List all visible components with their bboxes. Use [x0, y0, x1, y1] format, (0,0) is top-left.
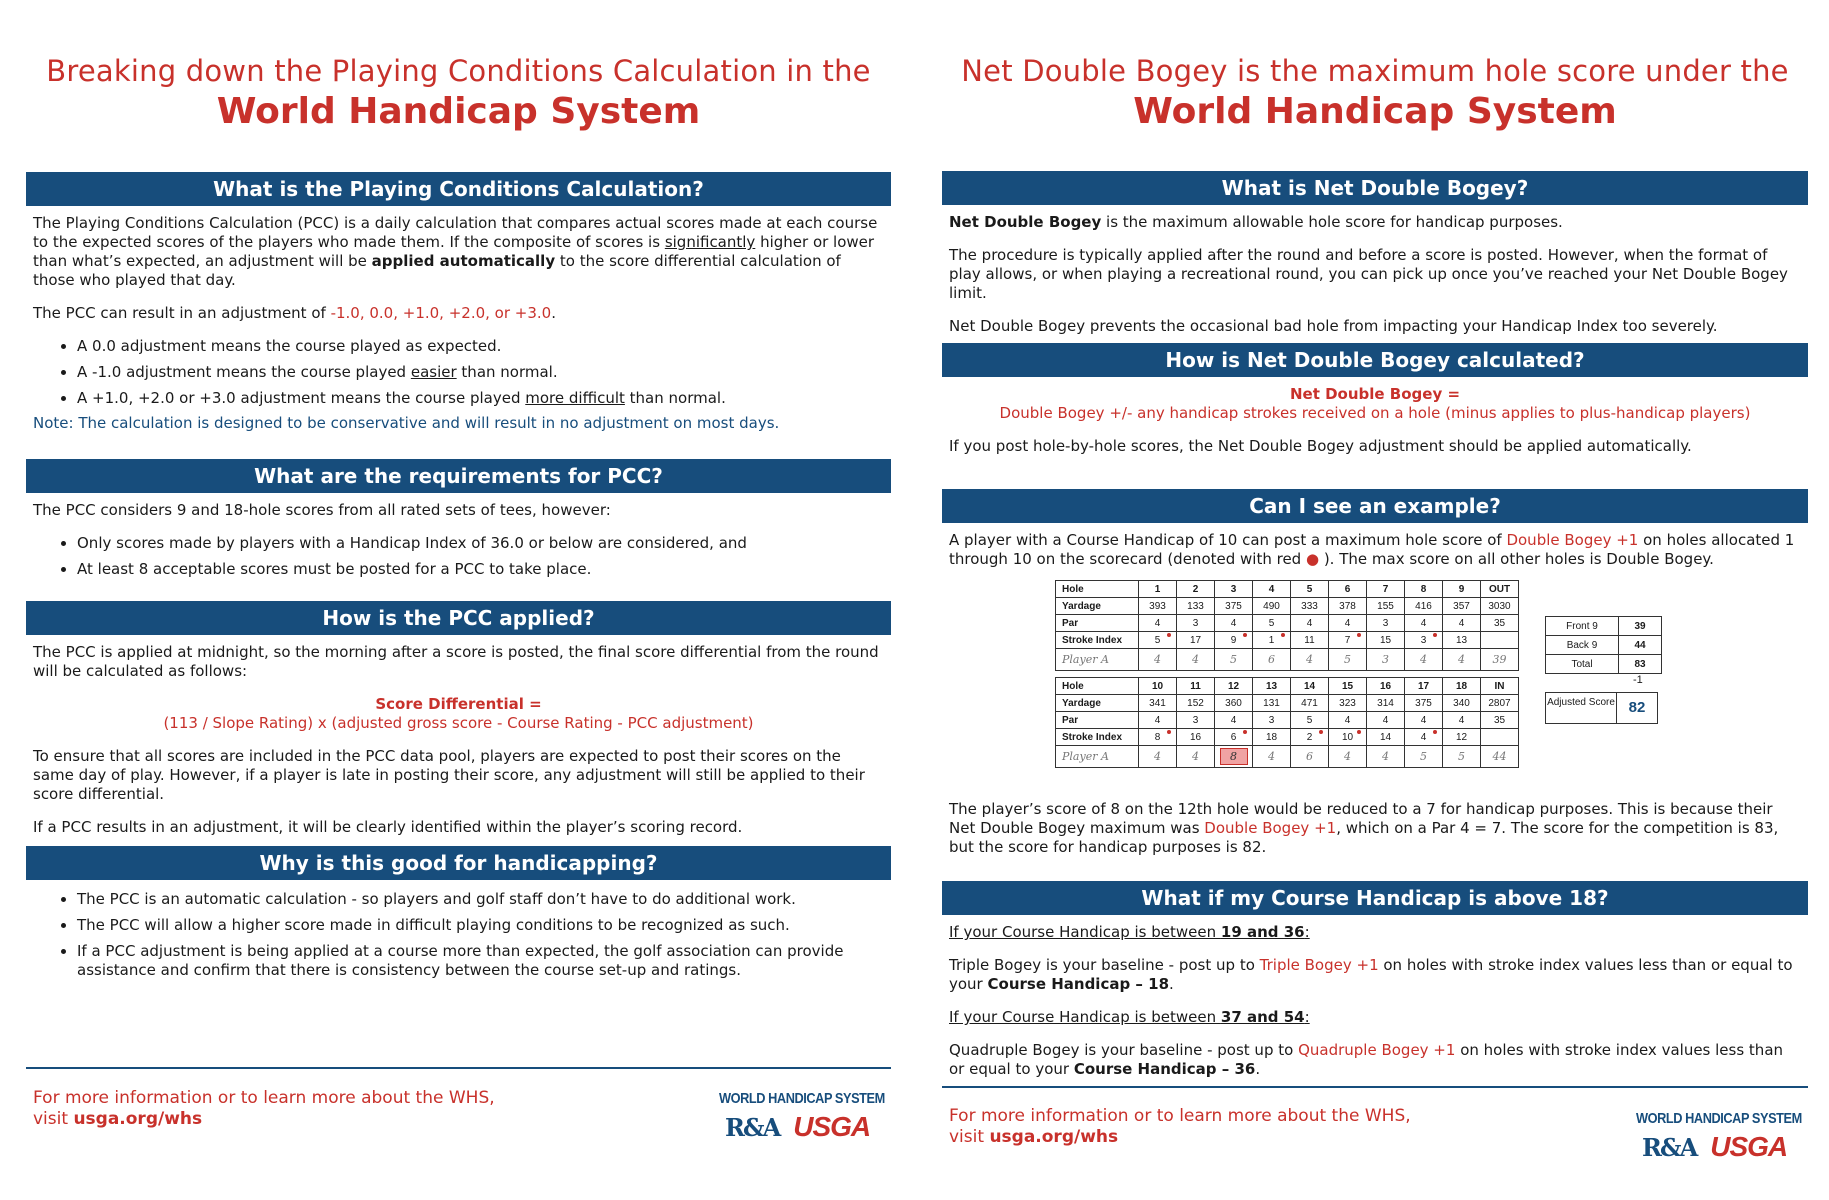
left-title-line1: Breaking down the Playing Conditions Calculation in the: [46, 54, 871, 88]
table-row: Total 83: [1546, 655, 1662, 674]
pcc-applied-section: [26, 601, 891, 851]
list-item: • The PCC will allow a higher score made in difficult playing conditions to be recognized as such.: [77, 916, 884, 935]
adjusted-score-label: Adjusted Score: [1546, 693, 1617, 723]
paragraph: Net Double Bogey is the maximum allowable hole score for handicap purposes.: [949, 213, 1563, 231]
above-18-section: [942, 881, 1808, 1093]
section-heading: What is Net Double Bogey?: [942, 171, 1808, 205]
stroke-dot-icon: [1243, 730, 1247, 734]
table-row: Stroke Index 8 16 6 18 2 10 14 4 12: [1056, 729, 1519, 746]
stroke-dot-icon: [1167, 730, 1171, 734]
stroke-dot-icon: [1357, 730, 1361, 734]
stroke-dot-icon: [1357, 633, 1361, 637]
section-heading: What if my Course Handicap is above 18?: [942, 881, 1808, 915]
stroke-dot-icon: [1281, 633, 1285, 637]
list-item: • A -1.0 adjustment means the course played easier than normal.: [77, 363, 884, 382]
requirements-list: [33, 534, 884, 579]
minus-one-label: -1: [1633, 674, 1643, 686]
right-panel: [942, 0, 1808, 1200]
back-nine-table: [1055, 677, 1519, 768]
table-row: Yardage 341 152 360 131 471 323 314 375 340 2807: [1056, 695, 1519, 712]
note-text: Note: The calculation is designed to be conservative and will result in no adjustment on most days.: [33, 414, 780, 432]
section-body: [26, 493, 891, 579]
paragraph: If you post hole-by-hole scores, the Net Double Bogey adjustment should be applied automatically.: [949, 437, 1692, 455]
paragraph: The PCC considers 9 and 18-hole scores from all rated sets of tees, however:: [33, 501, 611, 519]
section-body: [942, 523, 1808, 569]
pcc-adjustment-range: The PCC can result in an adjustment of -1.0, 0.0, +1.0, +2.0, or +3.0.: [33, 304, 556, 322]
paragraph: If a PCC results in an adjustment, it will be clearly identified within the player’s scoring record.: [33, 818, 743, 836]
section-body: [26, 880, 891, 980]
usga-link[interactable]: usga.org/whs: [989, 1127, 1119, 1147]
why-good-section: [26, 846, 891, 988]
right-title-line1: Net Double Bogey is the maximum hole score under the: [961, 54, 1789, 88]
paragraph: The procedure is typically applied after the round and before a score is posted. However, when the format of play allows, or when playing a recreational round, you can pick up once you’ve reached your Net Double Bogey limit.: [949, 246, 1788, 302]
footer-info: For more information or to learn more about the WHS, visit usga.org/whs: [33, 1088, 495, 1129]
section-heading: Why is this good for handicapping?: [26, 846, 891, 880]
stroke-dot-icon: [1433, 730, 1437, 734]
table-row: Player A 4 4 8 4 6 4 4 5 5 44: [1056, 746, 1519, 768]
pcc-definition-section: [26, 172, 891, 433]
section-body: [942, 205, 1808, 336]
table-row: Front 9 39: [1546, 617, 1662, 636]
section-body: [942, 915, 1808, 1079]
table-row: Hole 10 11 12 13 14 15 16 17 18 IN: [1056, 678, 1519, 695]
paragraph: Net Double Bogey prevents the occasional bad hole from impacting your Handicap Index too severely.: [949, 317, 1718, 335]
section-heading: How is the PCC applied?: [26, 601, 891, 635]
score-differential-formula: Score Differential = (113 / Slope Rating) x (adjusted gross score - Course Rating - PCC adjustment): [163, 695, 754, 732]
table-row: Player A 4 4 5 6 4 5 3 4 4 39: [1056, 649, 1519, 671]
section-heading: Can I see an example?: [942, 489, 1808, 523]
list-item: • A +1.0, +2.0 or +3.0 adjustment means the course played more difficult than normal.: [77, 389, 884, 408]
section-body: [942, 377, 1808, 456]
section-heading: How is Net Double Bogey calculated?: [942, 343, 1808, 377]
footer-info: For more information or to learn more about the WHS, visit usga.org/whs: [949, 1106, 1411, 1147]
scorecard: [1055, 580, 1526, 768]
front-nine-table: [1055, 580, 1519, 671]
paragraph: Quadruple Bogey is your baseline - post up to Quadruple Bogey +1 on holes with stroke index values less than or equal to your Course Handicap – 36.: [949, 1041, 1784, 1078]
left-panel: [26, 0, 891, 1200]
list-item: • The PCC is an automatic calculation - so players and golf staff don’t have to do additional work.: [77, 890, 884, 909]
section-heading: What are the requirements for PCC?: [26, 459, 891, 493]
footer-divider: [26, 1067, 891, 1069]
table-row: Par 4 3 4 5 4 4 3 4 4 35: [1056, 615, 1519, 632]
ndb-calculation-section: [942, 343, 1808, 470]
table-row: Hole 1 2 3 4 5 6 7 8 9 OUT: [1056, 581, 1519, 598]
totals-table: [1545, 616, 1662, 674]
right-title-line2: World Handicap System: [1133, 91, 1617, 132]
paragraph: The PCC is applied at midnight, so the morning after a score is posted, the final score differential from the round will be calculated as follows:: [33, 643, 879, 680]
paragraph: The player’s score of 8 on the 12th hole would be reduced to a 7 for handicap purposes. This is because their Net Double Bogey maximum was Double Bogey +1, which on a Par 4 = 7. The score for the competition is 83, but the score for handicap purposes is 82.: [949, 800, 1779, 856]
stroke-dot-icon: [1243, 633, 1247, 637]
list-item: • A 0.0 adjustment means the course played as expected.: [77, 337, 884, 356]
example-section: [942, 489, 1808, 583]
section-body: [26, 635, 891, 837]
adjusted-score-value: 82: [1628, 699, 1646, 716]
ndb-definition-section: [942, 171, 1808, 350]
benefits-list: [33, 890, 884, 980]
table-row: Par 4 3 4 3 5 4 4 4 4 35: [1056, 712, 1519, 729]
list-item: • Only scores made by players with a Handicap Index of 36.0 or below are considered, and: [77, 534, 884, 553]
table-row: Stroke Index 5 17 9 1 11 7 15 3 13: [1056, 632, 1519, 649]
section-body: [26, 206, 891, 433]
table-row: Yardage 393 133 375 490 333 378 155 416 357 3030: [1056, 598, 1519, 615]
paragraph: To ensure that all scores are included in the PCC data pool, players are expected to post their scores on the same day of play. However, if a player is late in posting their score, any adjustment will still be applied to their score differential.: [33, 747, 865, 803]
example-explanation: [942, 792, 1808, 871]
highlighted-score: 8: [1220, 748, 1248, 765]
subheading: If your Course Handicap is between 37 and 54:: [949, 1008, 1310, 1026]
list-item: • If a PCC adjustment is being applied at a course more than expected, the golf association can provide assistance and confirm that there is consistency between the course set-up and ratings.: [77, 942, 884, 980]
whs-logo: WORLD HANDICAP SYSTEM R&A USGA: [719, 1090, 885, 1142]
stroke-dot-icon: [1167, 633, 1171, 637]
paragraph: A player with a Course Handicap of 10 can post a maximum hole score of Double Bogey +1 on holes allocated 1 through 10 on the scorecard (denoted with red ● ). The max score on all other holes is Double Bogey.: [949, 531, 1795, 568]
left-title-line2: World Handicap System: [216, 91, 701, 132]
paragraph: Triple Bogey is your baseline - post up to Triple Bogey +1 on holes with stroke index values less than or equal to your Course Handicap – 18.: [949, 956, 1793, 993]
pcc-intro-paragraph: The Playing Conditions Calculation (PCC) is a daily calculation that compares actual scores made at each course to the expected scores of the players who made them. If the composite of scores is significantly higher or lower than what’s expected, an adjustment will be applied automatically to the score differential calculation of those who played that day.: [33, 214, 878, 289]
subheading: If your Course Handicap is between 19 and 36:: [949, 923, 1310, 941]
table-row: Back 9 44: [1546, 636, 1662, 655]
footer-divider: [942, 1086, 1808, 1088]
adjusted-score-box: [1545, 692, 1658, 724]
adjustment-list: [33, 337, 884, 408]
stroke-dot-icon: [1319, 730, 1323, 734]
pcc-requirements-section: [26, 459, 891, 587]
section-heading: What is the Playing Conditions Calculation?: [26, 172, 891, 206]
ndb-formula: Net Double Bogey = Double Bogey +/- any handicap strokes received on a hole (minus applies to plus-handicap players): [999, 385, 1751, 422]
usga-link[interactable]: usga.org/whs: [73, 1109, 203, 1129]
whs-logo: WORLD HANDICAP SYSTEM R&A USGA: [1636, 1110, 1802, 1162]
stroke-dot-icon: [1433, 633, 1437, 637]
list-item: • At least 8 acceptable scores must be posted for a PCC to take place.: [77, 560, 884, 579]
